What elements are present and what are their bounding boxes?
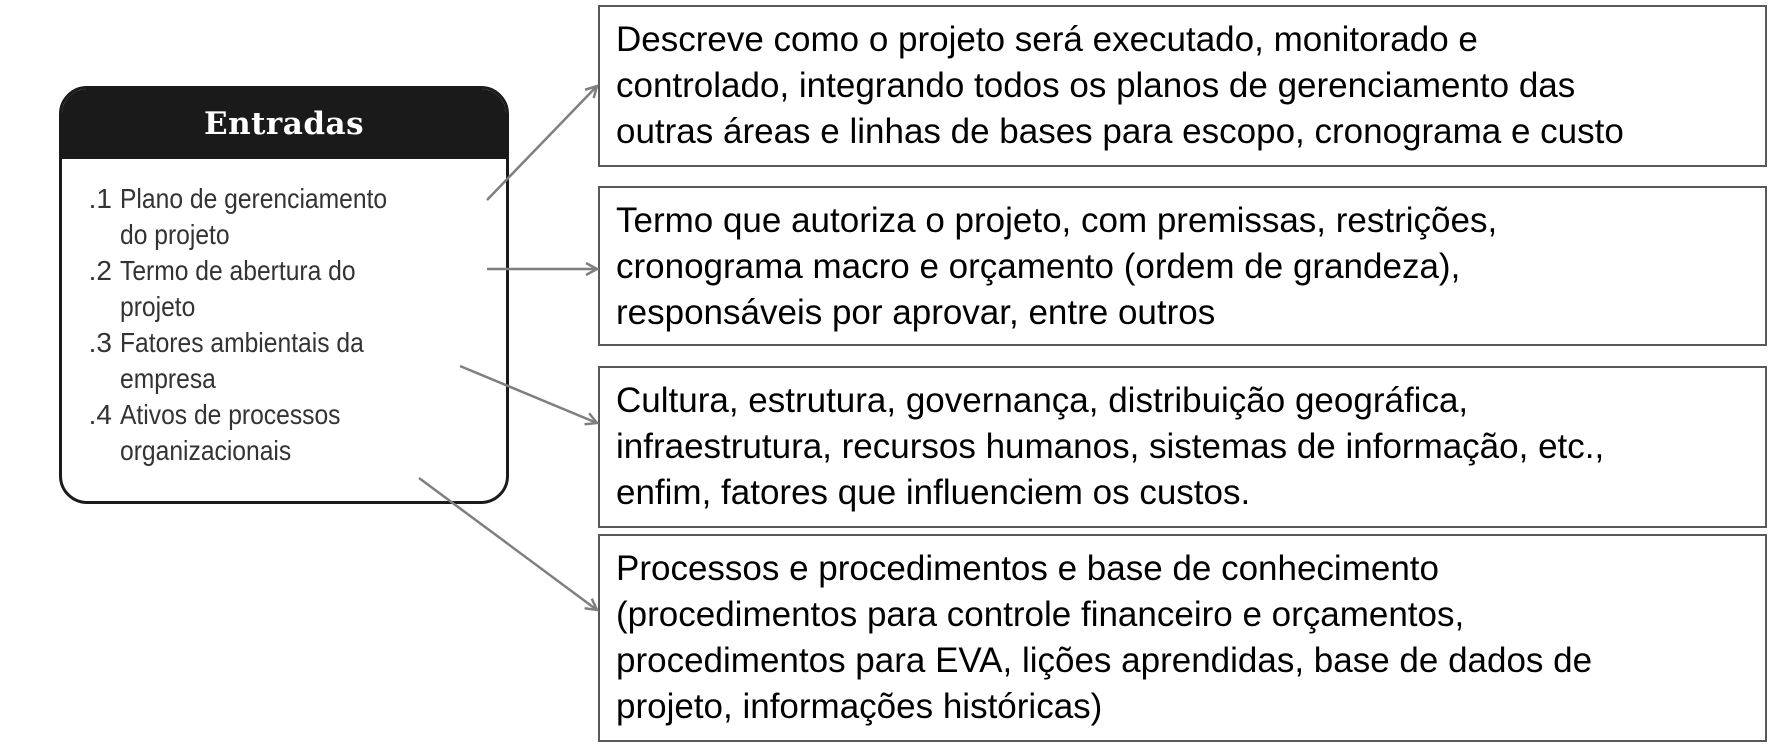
inputs-title: Entradas (62, 89, 506, 159)
input-item-label: Ativos de processos organizacionais (120, 399, 341, 466)
description-box-charter: Termo que autoriza o projeto, com premissas, restrições, cronograma macro e orçamento (ordem de grandeza), responsáveis por aprovar, entre outros (598, 186, 1767, 346)
input-item-number: .3 (88, 327, 112, 358)
inputs-list (62, 159, 506, 469)
input-item-1 (62, 181, 506, 253)
inputs-card (59, 86, 509, 504)
input-item-4 (62, 397, 506, 469)
input-item-3 (62, 325, 506, 397)
input-item-2 (62, 253, 506, 325)
input-item-number: .4 (88, 399, 112, 430)
description-box-environmental-factors: Cultura, estrutura, governança, distribuição geográfica, infraestrutura, recursos humanos, sistemas de informação, etc., enfim, fatores que influenciem os custos. (598, 366, 1767, 528)
input-item-label: Plano de gerenciamento do projeto (120, 183, 388, 250)
input-item-number: .2 (88, 255, 112, 286)
input-item-number: .1 (88, 183, 112, 214)
description-box-process-assets: Processos e procedimentos e base de conhecimento (procedimentos para controle financeiro e orçamentos, procedimentos para EVA, lições aprendidas, base de dados de projeto, informações históricas) (598, 534, 1767, 742)
input-item-label: Fatores ambientais da empresa (120, 327, 364, 394)
input-item-label: Termo de abertura do projeto (120, 255, 356, 322)
description-box-plan: Descreve como o projeto será executado, monitorado e controlado, integrando todos os planos de gerenciamento das outras áreas e linhas de bases para escopo, cronograma e custo (598, 5, 1767, 167)
